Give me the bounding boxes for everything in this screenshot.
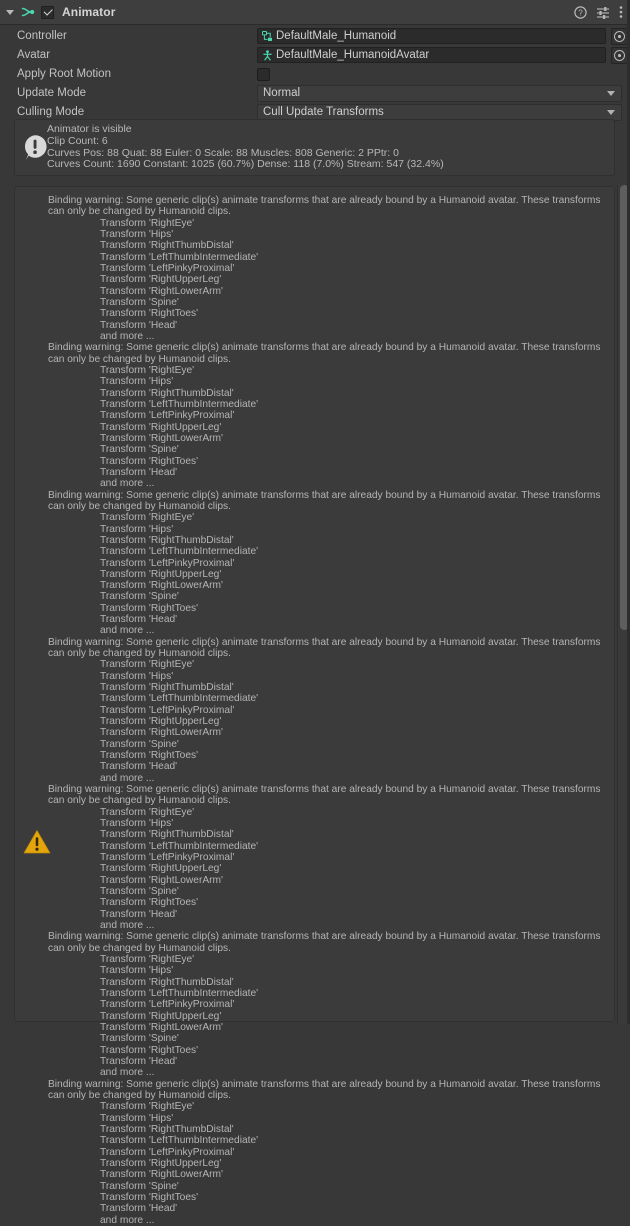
property-field-avatar: [257, 47, 630, 63]
warning-transform-line: Transform 'RightToes': [100, 897, 199, 909]
warning-transform-line: Transform 'RightEye': [100, 217, 195, 229]
foldout-toggle[interactable]: [2, 0, 18, 25]
warning-message-line: can only be changed by Humanoid clips.: [48, 648, 231, 660]
warning-transform-line: Transform 'RightEye': [100, 1101, 195, 1113]
property-label-update-mode: Update Mode: [17, 87, 87, 99]
warning-transform-line: Transform 'LeftThumbIntermediate': [100, 251, 259, 263]
info-line-curves-count: Curves Count: 1690 Constant: 1025 (60.7%) Dense: 118 (7.0%) Stream: 547 (32.4%): [47, 158, 444, 171]
warning-message-line: can only be changed by Humanoid clips.: [48, 942, 231, 954]
info-bubble-icon: [15, 134, 51, 161]
warning-message-line: can only be changed by Humanoid clips.: [48, 206, 231, 218]
warning-transform-line: Transform 'LeftThumbIntermediate': [100, 1135, 259, 1147]
warning-message-line: Binding warning: Some generic clip(s) animate transforms that are already bound by a Humanoid avatar. These transforms: [48, 489, 601, 501]
warning-message-line: can only be changed by Humanoid clips.: [48, 1089, 231, 1101]
warning-transform-line: Transform 'RightToes': [100, 308, 199, 320]
warning-transform-line: Transform 'RightToes': [100, 602, 199, 614]
warning-transform-line: Transform 'RightToes': [100, 1191, 199, 1203]
warning-transform-line: Transform 'LeftPinkyProximal': [100, 557, 235, 569]
warning-transform-line: Transform 'RightThumbDistal': [100, 976, 234, 988]
warning-transform-line: Transform 'Spine': [100, 591, 179, 603]
warning-transform-line: Transform 'LeftPinkyProximal': [100, 852, 235, 864]
picker-donut: [614, 31, 625, 42]
warning-transform-line: Transform 'Spine': [100, 1180, 179, 1192]
info-line-clip-count: Clip Count: 6: [47, 134, 108, 147]
warning-transform-line: Transform 'RightThumbDistal': [100, 829, 234, 841]
warning-transform-line: Transform 'Spine': [100, 296, 179, 308]
warning-transform-line: Transform 'RightThumbDistal': [100, 534, 234, 546]
warning-transform-line: Transform 'LeftPinkyProximal': [100, 410, 235, 422]
animator-info-text: [47, 124, 614, 170]
warning-more-line: and more ...: [100, 330, 155, 342]
warning-transform-line: Transform 'RightEye': [100, 953, 195, 965]
apply-root-motion-checkbox[interactable]: [257, 68, 270, 81]
avatar-object-field[interactable]: [257, 47, 606, 63]
property-label-controller: Controller: [17, 30, 67, 42]
avatar-value: DefaultMale_HumanoidAvatar: [276, 49, 430, 61]
info-line-curves: Curves Pos: 88 Quat: 88 Euler: 0 Scale: 88 Muscles: 808 Generic: 2 PPtr: 0: [47, 146, 399, 159]
binding-warning-entry: [48, 636, 601, 784]
warning-transform-line: Transform 'Head': [100, 1203, 178, 1215]
warning-triangle-icon: [23, 829, 51, 855]
property-field-culling-mode: [257, 104, 630, 121]
property-label-culling-mode: Culling Mode: [17, 106, 85, 118]
warning-message-line: can only be changed by Humanoid clips.: [48, 500, 231, 512]
warning-transform-line: Transform 'RightThumbDistal': [100, 387, 234, 399]
warning-transform-line: Transform 'RightUpperLeg': [100, 1010, 222, 1022]
culling-mode-dropdown[interactable]: [257, 104, 622, 121]
warning-more-line: and more ...: [100, 772, 155, 784]
warning-transform-line: Transform 'RightLowerArm': [100, 432, 223, 444]
warning-transform-line: Transform 'LeftThumbIntermediate': [100, 840, 259, 852]
warning-transform-line: Transform 'Spine': [100, 738, 179, 750]
binding-warning-text: [48, 195, 601, 1226]
header-actions: [574, 5, 630, 19]
warning-more-line: and more ...: [100, 625, 155, 637]
warning-transform-line: Transform 'Hips': [100, 670, 174, 682]
chevron-down-icon: [607, 110, 615, 115]
property-row-avatar: [0, 46, 630, 64]
warning-transform-line: Transform 'RightToes': [100, 455, 199, 467]
binding-warning-entry: [48, 1078, 601, 1226]
warning-transform-line: Transform 'Spine': [100, 886, 179, 898]
warning-transform-line: Transform 'RightLowerArm': [100, 727, 223, 739]
warning-message-line: can only be changed by Humanoid clips.: [48, 353, 231, 365]
warning-message-line: Binding warning: Some generic clip(s) animate transforms that are already bound by a Humanoid avatar. These transforms: [48, 784, 601, 796]
warning-transform-line: Transform 'RightLowerArm': [100, 874, 223, 886]
chevron-down-icon: [607, 91, 615, 96]
warning-transform-line: Transform 'Hips': [100, 523, 174, 535]
svg-text:?: ?: [578, 8, 583, 18]
page-title: Animator: [62, 5, 116, 19]
binding-warning-entry: [48, 784, 601, 931]
warning-transform-line: Transform 'RightUpperLeg': [100, 421, 222, 433]
property-label-avatar: Avatar: [17, 49, 51, 61]
animator-info-box: [14, 119, 615, 176]
warning-transform-line: Transform 'RightLowerArm': [100, 1169, 223, 1181]
warning-transform-line: Transform 'RightToes': [100, 750, 199, 762]
warning-more-line: and more ...: [100, 1067, 155, 1079]
avatar-icon: [261, 49, 274, 62]
warning-transform-line: Transform 'RightEye': [100, 512, 195, 524]
animator-icon: [19, 3, 37, 21]
warning-transform-line: Transform 'Hips': [100, 376, 174, 388]
warning-transform-line: Transform 'RightEye': [100, 806, 195, 818]
warning-message-line: Binding warning: Some generic clip(s) animate transforms that are already bound by a Humanoid avatar. These transforms: [48, 342, 601, 354]
warning-transform-line: Transform 'Hips': [100, 1112, 174, 1124]
animator-controller-icon: [261, 30, 274, 43]
warning-message-line: Binding warning: Some generic clip(s) animate transforms that are already bound by a Humanoid avatar. These transforms: [48, 636, 601, 648]
warning-transform-line: Transform 'Head': [100, 1055, 178, 1067]
warning-transform-line: Transform 'RightEye': [100, 659, 195, 671]
warning-more-line: and more ...: [100, 920, 155, 931]
binding-warning-entry: [48, 931, 601, 1079]
warning-more-line: and more ...: [100, 1214, 155, 1226]
warning-message-line: can only be changed by Humanoid clips.: [48, 795, 231, 807]
warning-message-line: Binding warning: Some generic clip(s) animate transforms that are already bound by a Humanoid avatar. These transforms: [48, 931, 601, 943]
warning-transform-line: Transform 'RightLowerArm': [100, 580, 223, 592]
warning-transform-line: Transform 'RightThumbDistal': [100, 1123, 234, 1135]
property-row-apply-root-motion: [0, 65, 630, 83]
property-label-apply-root-motion: Apply Root Motion: [17, 68, 111, 80]
culling-mode-value: Cull Update Transforms: [263, 106, 384, 118]
binding-warning-entry: [48, 489, 601, 637]
warning-transform-line: Transform 'Head': [100, 466, 178, 478]
warning-transform-line: Transform 'Spine': [100, 444, 179, 456]
controller-value: DefaultMale_Humanoid: [276, 30, 397, 42]
help-icon[interactable]: [574, 6, 587, 19]
warning-transform-line: Transform 'LeftThumbIntermediate': [100, 546, 259, 558]
object-picker-icon[interactable]: [611, 47, 628, 64]
binding-warning-entry: [48, 342, 601, 490]
warning-transform-line: Transform 'LeftPinkyProximal': [100, 1146, 235, 1158]
warning-transform-line: Transform 'RightToes': [100, 1044, 199, 1056]
property-row-update-mode: [0, 84, 630, 102]
warning-message-line: Binding warning: Some generic clip(s) animate transforms that are already bound by a Humanoid avatar. These transforms: [48, 195, 601, 206]
warning-transform-line: Transform 'LeftPinkyProximal': [100, 999, 235, 1011]
warning-message-line: Binding warning: Some generic clip(s) animate transforms that are already bound by a Humanoid avatar. These transforms: [48, 1078, 601, 1090]
warning-transform-line: Transform 'RightUpperLeg': [100, 568, 222, 580]
warning-transform-line: Transform 'RightUpperLeg': [100, 274, 222, 286]
property-row-controller: [0, 27, 630, 45]
warning-transform-line: Transform 'Hips': [100, 228, 174, 240]
property-field-apply-root-motion: [257, 68, 630, 81]
warning-more-line: and more ...: [100, 478, 155, 490]
binding-warning-box: [14, 186, 615, 1226]
property-field-update-mode: [257, 85, 630, 102]
component-enabled-checkbox[interactable]: [41, 6, 54, 19]
more-menu-icon[interactable]: [619, 5, 623, 19]
warning-transform-line: Transform 'RightUpperLeg': [100, 863, 222, 875]
warning-transform-line: Transform 'LeftThumbIntermediate': [100, 693, 259, 705]
preset-icon[interactable]: [596, 6, 610, 19]
warning-transform-line: Transform 'LeftPinkyProximal': [100, 262, 235, 274]
warning-transform-line: Transform 'Hips': [100, 965, 174, 977]
property-field-controller: [257, 28, 630, 44]
chevron-down-icon: [6, 10, 14, 15]
warning-transform-line: Transform 'RightUpperLeg': [100, 1157, 222, 1169]
picker-donut: [614, 50, 625, 61]
warning-transform-line: Transform 'LeftThumbIntermediate': [100, 987, 259, 999]
info-line-visible: Animator is visible: [47, 123, 132, 136]
warning-transform-line: Transform 'Head': [100, 614, 178, 626]
update-mode-dropdown[interactable]: [257, 85, 622, 102]
component-header: [0, 0, 630, 25]
controller-object-field[interactable]: [257, 28, 606, 44]
object-picker-icon[interactable]: [611, 28, 628, 45]
warning-transform-line: Transform 'RightThumbDistal': [100, 682, 234, 694]
update-mode-value: Normal: [263, 87, 301, 99]
warning-transform-line: Transform 'Hips': [100, 818, 174, 830]
properties-list: [0, 25, 630, 122]
warning-transform-line: Transform 'RightThumbDistal': [100, 240, 234, 252]
warning-transform-line: Transform 'LeftPinkyProximal': [100, 704, 235, 716]
warning-transform-line: Transform 'Spine': [100, 1033, 179, 1045]
warning-transform-line: Transform 'LeftThumbIntermediate': [100, 398, 259, 410]
warning-transform-line: Transform 'Head': [100, 908, 178, 920]
binding-warning-entry: [48, 195, 601, 342]
warning-transform-line: Transform 'RightUpperLeg': [100, 716, 222, 728]
warning-transform-line: Transform 'Head': [100, 761, 178, 773]
warning-transform-line: Transform 'RightEye': [100, 364, 195, 376]
warning-transform-line: Transform 'RightLowerArm': [100, 1021, 223, 1033]
warning-transform-line: Transform 'Head': [100, 319, 178, 331]
warning-transform-line: Transform 'RightLowerArm': [100, 285, 223, 297]
